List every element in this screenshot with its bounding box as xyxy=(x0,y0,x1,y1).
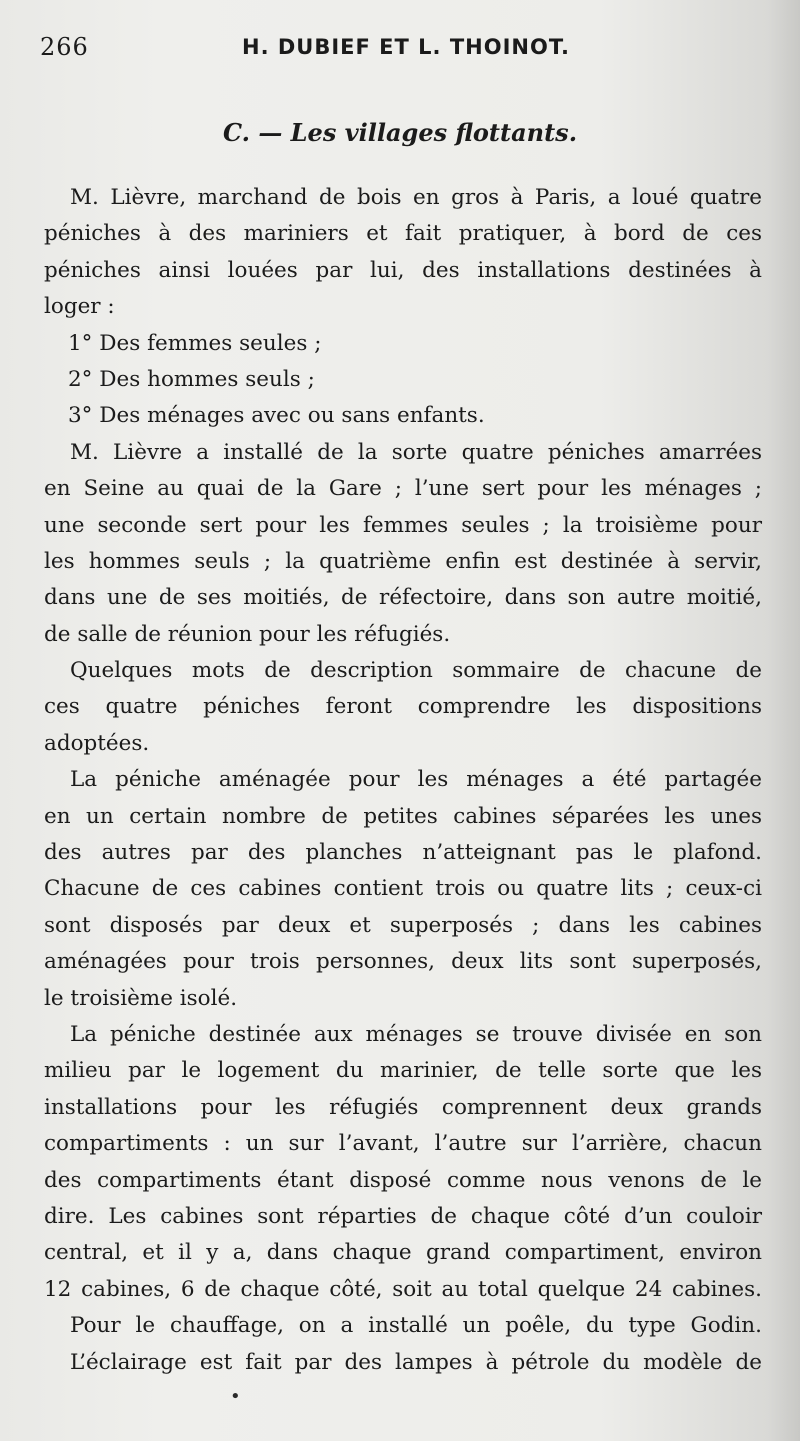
text-line: Pour le chauffage, on a installé un poêle, du type Godin. xyxy=(70,1313,762,1339)
text-line: dire. Les cabines sont réparties de chaque côté d’un couloir xyxy=(44,1203,762,1229)
text-line: péniches à des mariniers et fait pratiquer, à bord de ces xyxy=(44,221,762,247)
footer-mark: • xyxy=(230,1386,241,1407)
page-header xyxy=(40,33,760,73)
text-line: dans une de ses moitiés, de réfectoire, dans son autre moitié, xyxy=(44,585,762,611)
text-line: La péniche destinée aux ménages se trouve divisée en son xyxy=(70,1021,762,1047)
text-line: 2° Des hommes seuls ; xyxy=(68,366,315,392)
text-line: 1° Des femmes seules ; xyxy=(68,330,322,356)
text-line: central, et il y a, dans chaque grand compartiment, environ xyxy=(44,1240,762,1266)
text-line: Quelques mots de description sommaire de chacune de xyxy=(70,658,762,684)
text-line: péniches ainsi louées par lui, des installations destinées à xyxy=(44,257,762,283)
text-line: en Seine au quai de la Gare ; l’une sert pour les ménages ; xyxy=(44,476,762,502)
text-line: compartiments : un sur l’avant, l’autre sur l’arrière, chacun xyxy=(44,1131,762,1157)
text-line: les hommes seuls ; la quatrième enfin est destinée à servir, xyxy=(44,548,762,574)
text-line: de salle de réunion pour les réfugiés. xyxy=(44,621,451,647)
section-title: C. — Les villages flottants. xyxy=(222,118,578,147)
text-line: M. Lièvre a installé de la sorte quatre péniches amarrées xyxy=(70,439,762,465)
text-line: installations pour les réfugiés comprennent deux grands xyxy=(44,1094,762,1120)
text-line: 3° Des ménages avec ou sans enfants. xyxy=(68,403,485,429)
text-line: une seconde sert pour les femmes seules ; la troisième pour xyxy=(44,512,762,538)
text-line: des autres par des planches n’atteignant pas le plafond. xyxy=(44,840,762,866)
text-line: adoptées. xyxy=(44,730,150,756)
text-line: en un certain nombre de petites cabines séparées les unes xyxy=(44,803,762,829)
text-line: loger : xyxy=(44,294,115,320)
text-line: sont disposés par deux et superposés ; dans les cabines xyxy=(44,912,762,938)
text-line: le troisième isolé. xyxy=(44,985,238,1011)
page-number: 266 xyxy=(40,33,89,61)
text-line: milieu par le logement du marinier, de telle sorte que les xyxy=(44,1058,762,1084)
running-head: H. DUBIEF ET L. THOINOT. xyxy=(242,35,570,59)
text-line: L’éclairage est fait par des lampes à pétrole du modèle de xyxy=(70,1349,762,1375)
text-line: ces quatre péniches feront comprendre les dispositions xyxy=(44,694,762,720)
text-line: des compartiments étant disposé comme nous venons de le xyxy=(44,1167,762,1193)
text-line: M. Lièvre, marchand de bois en gros à Paris, a loué quatre xyxy=(70,185,762,210)
text-line: 12 cabines, 6 de chaque côté, soit au total quelque 24 cabines. xyxy=(44,1276,762,1302)
text-line: aménagées pour trois personnes, deux lits sont superposés, xyxy=(44,949,762,975)
text-line: La péniche aménagée pour les ménages a été partagée xyxy=(70,767,762,793)
body-text xyxy=(44,180,762,1381)
text-line: Chacune de ces cabines contient trois ou quatre lits ; ceux-ci xyxy=(44,876,762,902)
